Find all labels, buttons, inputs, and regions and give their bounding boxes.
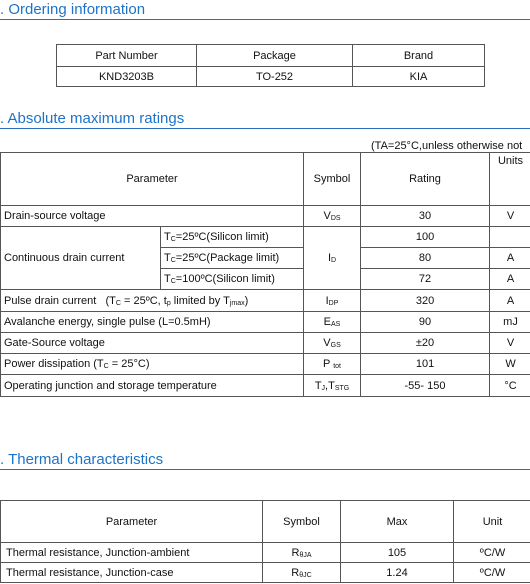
absolute-header-symbol: Symbol [304, 153, 361, 206]
ordering-header-brand: Brand [353, 45, 485, 67]
ordering-row [57, 67, 485, 87]
vgs-rating: ±20 [361, 333, 490, 354]
ordering-header-row [57, 45, 485, 67]
vds-unit: V [490, 206, 530, 227]
absolute-title: . Absolute maximum ratings [0, 110, 185, 127]
tj-param: Operating junction and storage temperature [1, 375, 304, 397]
thermal-ja-max: 105 [341, 543, 454, 563]
row-idp [1, 290, 530, 312]
thermal-title: . Thermal characteristics [0, 451, 164, 468]
vgs-symbol: $V_{GS}$ [304, 333, 361, 354]
idp-param: Pulse drain current ($T_C$ = 25ºC, $t_p$ limited by $T_{jmax}$) [1, 290, 304, 312]
id-param: Continuous drain current [1, 227, 161, 290]
thermal-jc-symbol: $R_{\theta JC}$ [263, 563, 341, 583]
idp-unit: A [490, 290, 530, 312]
ordering-header-package: Package [197, 45, 353, 67]
eas-symbol: $E_{AS}$ [304, 312, 361, 333]
tj-unit: °C [490, 375, 530, 397]
ordering-brand: KIA [353, 67, 485, 87]
absolute-table [0, 152, 530, 397]
row-id-1 [1, 227, 530, 248]
id-rating-1: 100 [361, 227, 490, 248]
thermal-table [0, 500, 530, 583]
ordering-rule [0, 19, 530, 20]
thermal-ja-param: Thermal resistance, Junction-ambient [1, 543, 263, 563]
eas-param: Avalanche energy, single pulse (L=0.5mH) [1, 312, 304, 333]
eas-rating: 90 [361, 312, 490, 333]
row-eas [1, 312, 530, 333]
id-unit-3: A [490, 269, 530, 290]
row-vds [1, 206, 530, 227]
ordering-part-number: KND3203B [57, 67, 197, 87]
absolute-rule [0, 128, 530, 129]
row-tj [1, 375, 530, 397]
thermal-jc-max: 1.24 [341, 563, 454, 583]
vgs-param: Gate-Source voltage [1, 333, 304, 354]
ordering-title: . Ordering information [0, 1, 146, 18]
thermal-header-max: Max [341, 501, 454, 543]
absolute-header-row [1, 153, 530, 206]
id-cond-2: $T_C=25ºC(Package$ limit) [161, 248, 304, 269]
idp-rating: 320 [361, 290, 490, 312]
thermal-row-jc [1, 563, 530, 583]
ptot-symbol: P $_{tot}$ [304, 354, 361, 375]
absolute-header-rating: Rating [361, 153, 490, 206]
ptot-rating: 101 [361, 354, 490, 375]
ptot-param: Power dissipation $(T_C = 25^\circ C)$ [1, 354, 304, 375]
vds-rating: 30 [361, 206, 490, 227]
thermal-header-symbol: Symbol [263, 501, 341, 543]
id-unit-2: A [490, 248, 530, 269]
thermal-jc-param: Thermal resistance, Junction-case [1, 563, 263, 583]
thermal-ja-symbol: $R_{\theta JA}$ [263, 543, 341, 563]
id-symbol: $I_D$ [304, 227, 361, 290]
id-cond-3: $T_C=100ºC(Silicon$ limit) [161, 269, 304, 290]
id-cond-1: $T_C=25ºC(Silicon$ limit) [161, 227, 304, 248]
vgs-unit: V [490, 333, 530, 354]
thermal-row-ja [1, 543, 530, 563]
vds-param: Drain-source voltage [1, 206, 304, 227]
ordering-header-part: Part Number [57, 45, 197, 67]
row-ptot [1, 354, 530, 375]
ordering-package: TO-252 [197, 67, 353, 87]
tj-rating: -55- 150 [361, 375, 490, 397]
absolute-note: (TA=25°C,unless otherwise not [371, 140, 523, 152]
id-rating-3: 72 [361, 269, 490, 290]
ordering-table [56, 44, 485, 87]
thermal-ja-unit: ºC/W [454, 543, 530, 563]
id-unit-1 [490, 227, 530, 248]
thermal-jc-unit: ºC/W [454, 563, 530, 583]
row-vgs [1, 333, 530, 354]
absolute-header-units: Units [490, 153, 530, 206]
thermal-header-row [1, 501, 530, 543]
id-rating-2: 80 [361, 248, 490, 269]
thermal-header-parameter: Parameter [1, 501, 263, 543]
absolute-header-parameter: Parameter [1, 153, 304, 206]
thermal-rule [0, 469, 530, 470]
vds-symbol: $V_{DS}$ [304, 206, 361, 227]
thermal-header-unit: Unit [454, 501, 530, 543]
ptot-unit: W [490, 354, 530, 375]
idp-symbol: $I_{DP}$ [304, 290, 361, 312]
eas-unit: mJ [490, 312, 530, 333]
tj-symbol: $T_J,T_{STG}$ [304, 375, 361, 397]
